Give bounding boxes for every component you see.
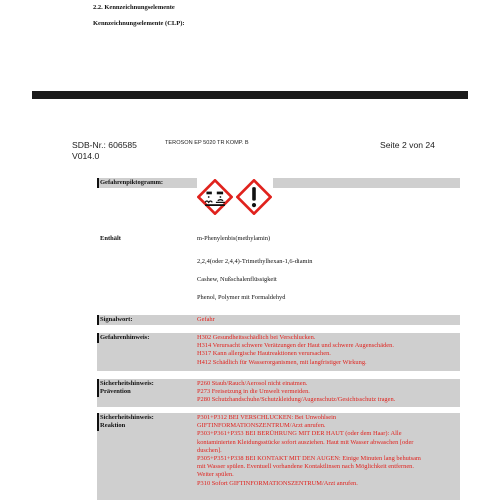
prevention-line: P273 Freisetzung in die Umwelt vermeiden. <box>197 388 310 396</box>
hazard-label: Gefahrenhinweis: <box>100 334 150 341</box>
hazard-row <box>97 333 460 371</box>
substance-item: Cashew, Nußschalenflüssigkeit <box>197 276 277 283</box>
reaction-line: kontaminierten Kleidungsstücke sofort ausziehen. Haut mit Wasser abwaschen [oder <box>197 438 414 446</box>
contains-label: Enthält <box>100 235 121 242</box>
reaction-sublabel: Reaktion <box>100 422 126 430</box>
reaction-line: Weiter spülen. <box>197 471 234 479</box>
reaction-line: mit Wasser spülen. Eventuell vorhandene Kontaktlinsen nach Möglichkeit entfernen. <box>197 463 414 471</box>
substance-item: m-Phenylenbis(methylamin) <box>197 235 271 242</box>
row-marker-bar <box>97 413 99 431</box>
version-number: V014.0 <box>72 151 100 161</box>
section-heading: 2.2. Kennzeichnungselemente <box>93 4 175 11</box>
reaction-row <box>97 413 460 500</box>
reaction-line: P301+P312 BEI VERSCHLUCKEN: Bei Unwohlsein <box>197 414 337 421</box>
hazard-line: H412 Schädlich für Wasserorganismen, mit langfristiger Wirkung. <box>197 358 367 366</box>
hazard-line: H317 Kann allergische Hautreaktionen verursachen. <box>197 350 331 358</box>
signal-row <box>97 315 460 325</box>
signal-label: Signalwort: <box>100 316 133 323</box>
substance-item: Phenol, Polymer mit Formaldehyd <box>197 294 286 301</box>
reaction-label: Sicherheitshinweis: <box>100 414 154 421</box>
prevention-sublabel: Prävention <box>100 388 131 396</box>
ghs05-corrosion-icon <box>197 179 233 215</box>
row-marker-bar <box>97 379 99 397</box>
row-marker-bar <box>97 178 99 188</box>
reaction-line: GIFTINFORMATIONSZENTRUM/Arzt anrufen. <box>197 422 326 430</box>
reaction-line: P310 Sofort GIFTINFORMATIONSZENTRUM/Arzt anrufen. <box>197 479 358 487</box>
row-marker-bar <box>97 315 99 325</box>
row-marker-bar <box>97 333 99 343</box>
section-subheading: Kennzeichnungselemente (CLP): <box>93 20 185 27</box>
sdb-number: SDB-Nr.: 606585 <box>72 140 137 150</box>
page-number: Seite 2 von 24 <box>380 140 435 150</box>
ghs07-exclamation-icon <box>236 179 272 215</box>
pictogram-row <box>97 178 460 188</box>
hazard-line: H314 Verursacht schwere Verätzungen der Haut und schwere Augenschäden. <box>197 342 394 350</box>
prevention-row <box>97 379 460 407</box>
product-name: TEROSON EP 5020 TR KOMP. B <box>165 140 249 146</box>
prevention-line: P280 Schutzhandschuhe/Schutzkleidung/Augenschutz/Gesichtsschutz tragen. <box>197 396 396 404</box>
page-break-bar <box>32 91 468 99</box>
prevention-label: Sicherheitshinweis: <box>100 380 154 387</box>
reaction-line: duschen]. <box>197 446 222 454</box>
reaction-line: P305+P351+P338 BEI KONTAKT MIT DEN AUGEN: Einige Minuten lang behutsam <box>197 455 421 463</box>
prevention-line: P260 Staub/Rauch/Aerosol nicht einatmen. <box>197 380 308 387</box>
pictogram-label: Gefahrenpiktogramm: <box>100 179 164 186</box>
signal-value: Gefahr <box>197 316 215 323</box>
hazard-line: H302 Gesundheitsschädlich bei Verschlucken. <box>197 334 316 341</box>
substance-item: 2,2,4(oder 2,4,4)-Trimethylhexan-1,6-diamin <box>197 258 313 265</box>
reaction-line: P303+P361+P353 BEI BERÜHRUNG MIT DER HAUT (oder dem Haar): Alle <box>197 430 402 438</box>
